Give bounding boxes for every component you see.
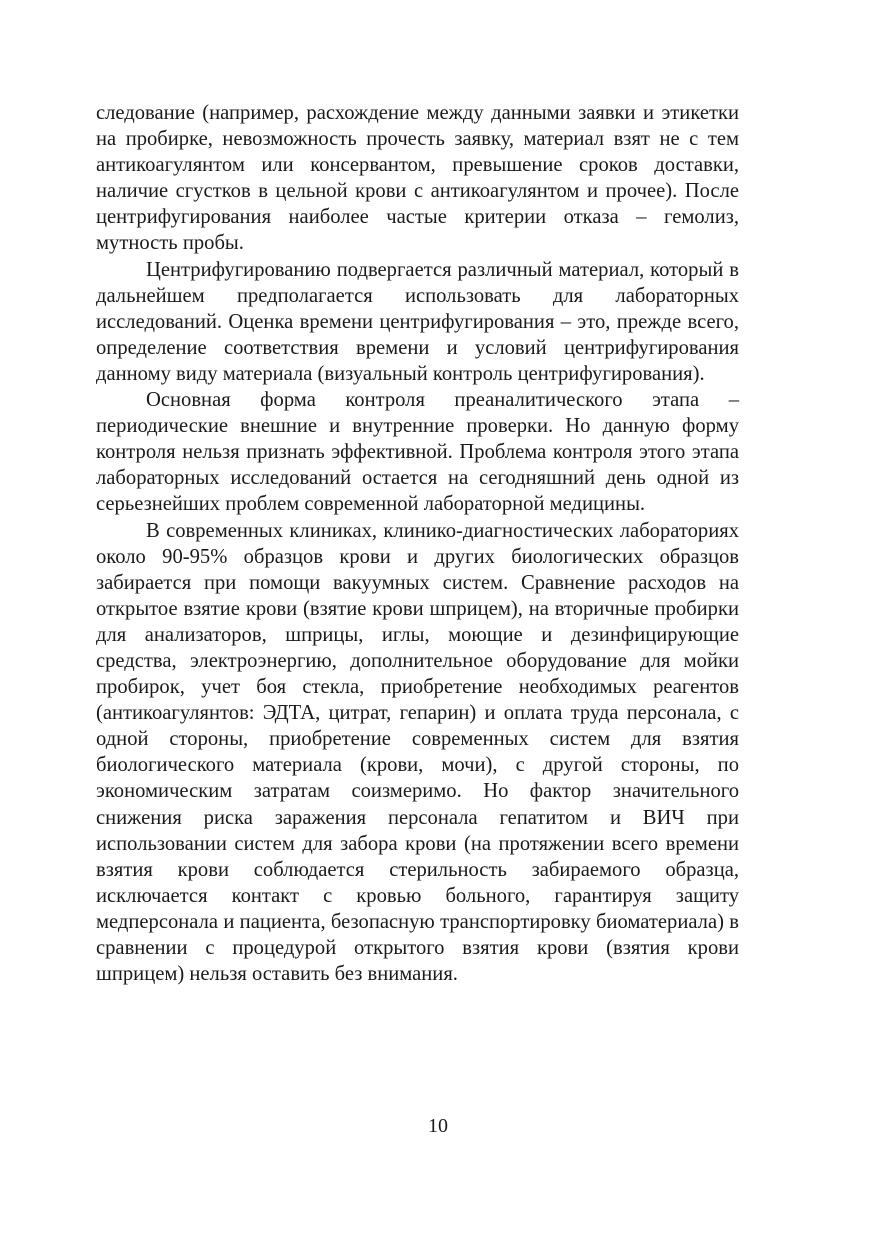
- page-body: [96, 100, 739, 987]
- page-number: 10: [428, 1115, 448, 1137]
- paragraph-centrifugation: Центрифугированию подвергается различный материал, который в дальнейшем предполагается использовать для лабораторных исследований. Оценка времени центрифугирования – это, прежде всего, определение соответствия времени и условий центрифугирования данному виду материала (визуальный контроль центрифугирования).: [96, 258, 739, 385]
- paragraph-control: Основная форма контроля преаналитического этапа – периодические внешние и внутренние проверки. Но данную форму контроля нельзя признать эффективной. Проблема контроля этого этапа лабораторных исследований остается на сегодняшний день одной из серьезнейших проблем современной лабораторной медицины.: [96, 389, 739, 516]
- paragraph-continuation: следование (например, расхождение между данными заявки и этикетки на пробирке, невозможность прочесть заявку, материал взят не с тем антикоагулянтом или консервантом, превышение сроков доставки, наличие сгустков в цельной крови с антикоагулянтом и прочее). После центрифугирования наиболее частые критерии отказа – гемолиз, мутность пробы.: [96, 102, 739, 255]
- paragraph-vacuum-systems: В современных клиниках, клинико-диагностических лабораториях около 90-95% образцов крови и других биологических образцов забирается при помощи вакуумных систем. Сравнение расходов на открытое взятие крови (взятие крови шприцем), на вторичные пробирки для анализаторов, шприцы, иглы, моющие и дезинфицирующие средства, электроэнергию, дополнительное оборудование для мойки пробирок, учет боя стекла, приобретение необходимых реагентов (антикоагулянтов: ЭДТА, цитрат, гепарин) и оплата труда персонала, с одной стороны, приобретение современных систем для взятия биологического материала (крови, мочи), с другой стороны, по экономическим затратам соизмеримо. Но фактор значительного снижения риска заражения персонала гепатитом и ВИЧ при использовании систем для забора крови (на протяжении всего времени взятия крови соблюдается стерильность забираемого образца, исключается контакт с кровью больного, гарантируя защиту медперсонала и пациента, безопасную транспортировку биоматериала) в сравнении с процедурой открытого взятия крови (взятия крови шприцем) нельзя оставить без внимания.: [96, 519, 739, 986]
